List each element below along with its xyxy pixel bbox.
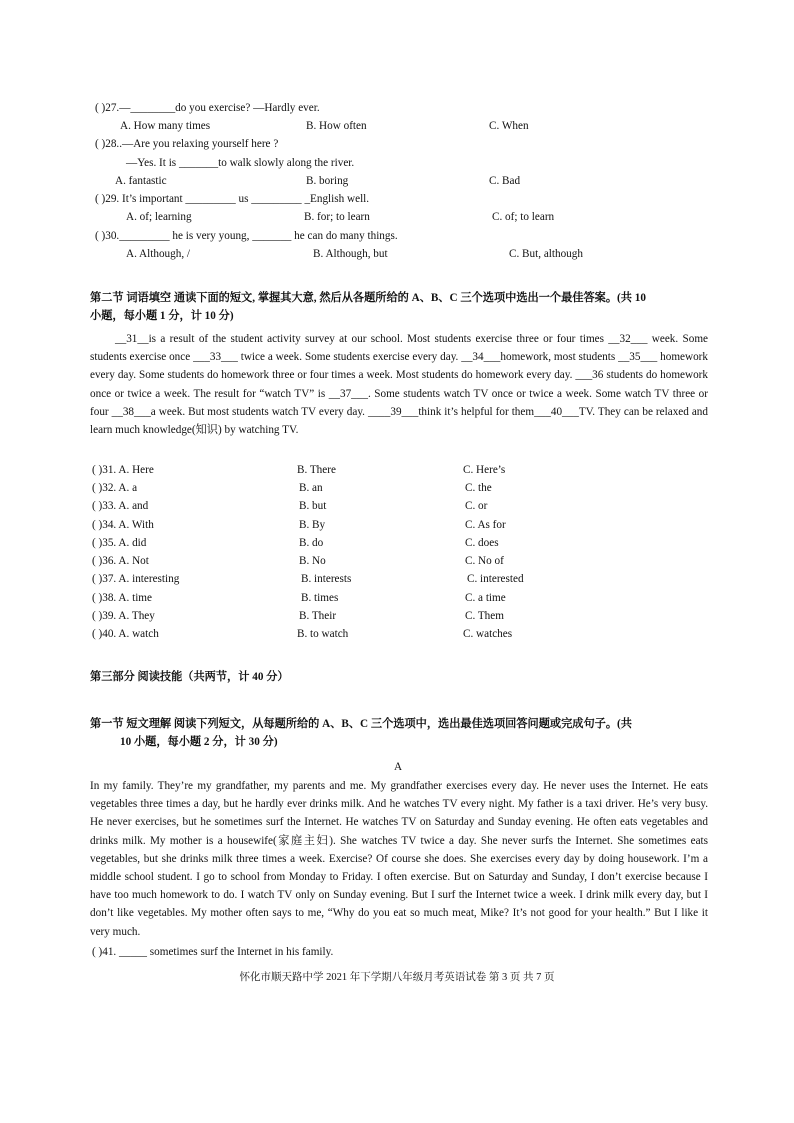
section-2-heading-line2: 小题，每小题 1 分，计 10 分) [90, 310, 234, 322]
option-32-b: B. an [299, 482, 323, 494]
question-28-stem-line2: —Yes. It is _______to walk slowly along the river. [126, 157, 355, 169]
question-30-stem: ( )30._________ he is very young, _______ he can do many things. [95, 230, 398, 242]
page-footer: 怀化市顺天路中学 2021 年下学期八年级月考英语试卷 第 3 页 共 7 页 [239, 972, 555, 983]
option-38-b: B. times [301, 592, 339, 604]
option-37-b: B. interests [301, 573, 352, 585]
option-38-a: ( )38. A. time [92, 592, 152, 604]
question-27-option-b: B. How often [306, 120, 367, 132]
option-35-a: ( )35. A. did [92, 537, 147, 549]
option-33-b: B. but [299, 500, 327, 512]
question-29-option-b: B. for; to learn [304, 211, 370, 223]
part-3-section-1-heading-line2: 10 小题，每小题 2 分，计 30 分) [120, 736, 278, 748]
option-34-b: B. By [299, 519, 326, 531]
option-32-c: C. the [465, 482, 492, 494]
option-40-b: B. to watch [297, 628, 349, 640]
passage-label: A [394, 761, 403, 773]
question-29-option-c: C. of; to learn [492, 211, 555, 223]
option-40-a: ( )40. A. watch [92, 628, 159, 640]
option-38-c: C. a time [465, 592, 506, 604]
option-31-a: ( )31. A. Here [92, 464, 154, 476]
cloze-passage: __31__is a result of the student activity survey at our school. Most students exercise three or four times __32___ week. Some students exercise once ___33___ twice a week. Some students exercise every day. __34___homework, most students __35___ homework every day. Some students do homework three or four times a week. Most students do homework every day. ___36 students do homework once or twice a week. The result for “watch TV” is __37___. Some students watch TV once or twice a week. Some watch TV three or four __38___a week. But most students watch TV every day. ____39___think it’s helpful for them___40___TV. They can be relaxed and learn much knowledge(知识) by watching TV. [90, 333, 708, 437]
option-36-c: C. No of [465, 555, 504, 567]
option-32-a: ( )32. A. a [92, 482, 138, 494]
option-39-b: B. Their [299, 610, 337, 622]
option-31-c: C. Here’s [463, 464, 506, 476]
option-36-a: ( )36. A. Not [92, 555, 149, 567]
option-34-c: C. As for [465, 519, 506, 531]
option-31-b: B. There [297, 464, 336, 476]
option-33-c: C. or [465, 500, 488, 512]
option-33-a: ( )33. A. and [92, 500, 149, 512]
question-28-option-c: C. Bad [489, 175, 521, 187]
option-34-a: ( )34. A. With [92, 519, 154, 531]
question-27-option-a: A. How many times [120, 120, 211, 132]
question-27-option-c: C. When [489, 120, 529, 132]
question-28-option-b: B. boring [306, 175, 349, 187]
option-35-b: B. do [299, 537, 324, 549]
option-39-a: ( )39. A. They [92, 610, 155, 622]
option-36-b: B. No [299, 555, 326, 567]
part-3-section-1-heading: 第一节 短文理解 阅读下列短文，从每题所给的 A、B、C 三个选项中，选出最佳选项回答问题或完成句子。(共 [90, 718, 632, 730]
question-29-stem: ( )29. It’s important _________ us _________ _English well. [95, 193, 370, 205]
question-30-option-c: C. But, although [509, 248, 583, 260]
question-28-option-a: A. fantastic [115, 175, 167, 187]
question-27-stem: ( )27.—________do you exercise? —Hardly ever. [95, 102, 320, 114]
reading-passage-a: In my family. They’re my grandfather, my parents and me. My grandfather exercises every day. He never uses the Internet. He eats vegetables three times a day, but he hardly ever drinks milk. And he watches TV every night. My father is a taxi driver. He’s very busy. He never exercises, but he sometimes surf the Internet. He watches TV on Saturday and Sunday evening. He often eats vegetables and drinks milk. My mother is a housewife(家庭主妇). She watches TV twice a day. She never surfs the Internet. She sometimes eats vegetables, but she drinks milk three times a week. Exercise? Of course she does. She exercises every day by doing housework. I’m a middle school student. I go to school from Monday to Friday. I often exercise. But on Saturday and Sunday, I don’t exercise because I have too much homework to do. I watch TV only on Sunday evening. But I surf the Internet twice a week. I drink milk every day, but I don’t like vegetables. My mother often says to me, “Why do you eat so much meat, Mike? It’s not good for your health.” But I like it very much. [90, 780, 708, 938]
option-37-a: ( )37. A. interesting [92, 573, 180, 585]
question-29-option-a: A. of; learning [126, 211, 192, 223]
question-30-option-a: A. Although, / [126, 248, 191, 260]
section-2-heading: 第二节 词语填空 通读下面的短文, 掌握其大意, 然后从各题所给的 A、B、C 三个选项中选出一个最佳答案。(共 10 [90, 292, 646, 304]
option-40-c: C. watches [463, 628, 513, 640]
option-35-c: C. does [465, 537, 499, 549]
question-30-option-b: B. Although, but [313, 248, 388, 260]
part-3-heading: 第三部分 阅读技能（共两节，计 40 分） [90, 671, 289, 683]
option-37-c: C. interested [467, 573, 524, 585]
question-41-stem: ( )41. _____ sometimes surf the Internet in his family. [92, 946, 334, 958]
option-39-c: C. Them [465, 610, 504, 622]
question-28-stem: ( )28..—Are you relaxing yourself here ? [95, 138, 279, 150]
